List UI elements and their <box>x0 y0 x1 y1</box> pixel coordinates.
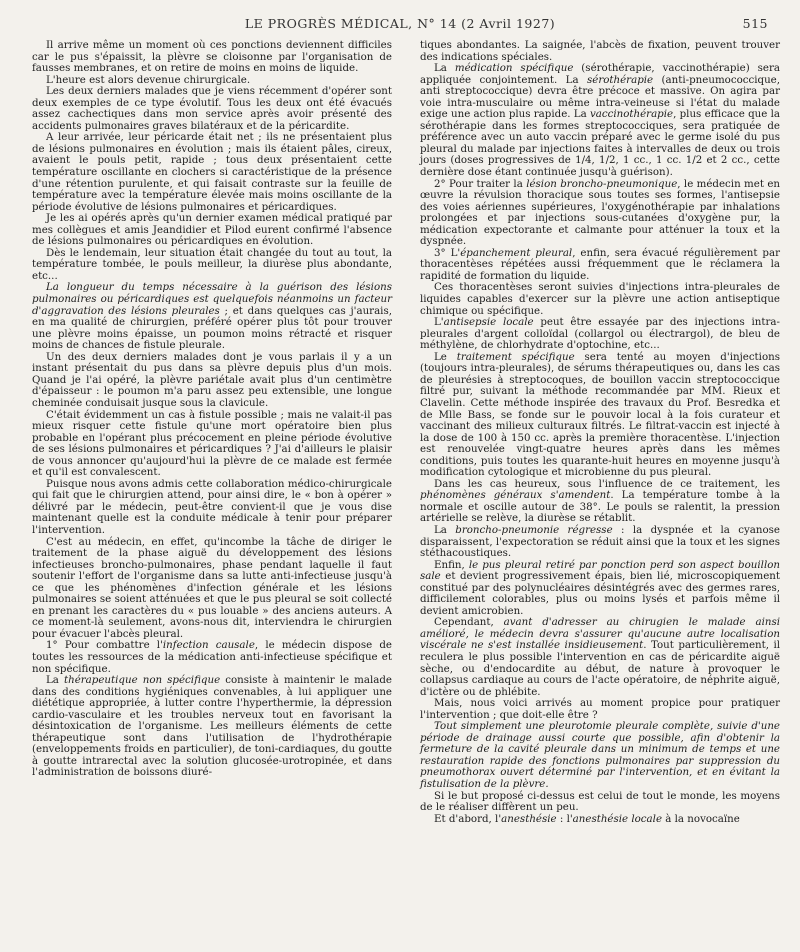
text-run: Enfin, <box>434 558 469 571</box>
italic-run: lésion broncho-pneumonique <box>526 177 678 190</box>
text-run: L' <box>434 316 444 329</box>
paragraph <box>32 410 392 479</box>
text-run: sera tenté au moyen d'injections (toujours intra-pleurales), de sérums thérapeutiques ou, dans les cas de pleurésies à streptocoques, de bouillon vaccin streptococcique filtré pur, suivant la méthode recommandée par MM. Rieux et Clavelin. Cette méthode inspirée des travaux du Prof. Besredka et de Mlle Bass, se fonde sur le pouvoir local à la fois curateur et vaccinant des milieux culturaux filtrés. Le filtrat-vaccin est injecté à la dose de 100 à 150 cc. après la première thoracentèse. L'injection est renouvelée vingt-quatre heures après dans les mêmes conditions, puis toutes les quarante-huit heures en moyenne jusqu'à modification cytologique et microbienne du pus pleural. <box>420 350 780 479</box>
paragraph <box>420 40 780 63</box>
paragraph <box>420 179 780 248</box>
text-run: Les deux derniers malades que je viens récemment d'opérer sont deux exemples de ce type évolutif. Tous les deux ont été évacués assez cachectiques dans mon service après avoir présenté des accidents pulmonaires graves bilatéraux et de la péricardite. <box>32 85 392 132</box>
text-run: 3° L' <box>434 246 461 259</box>
paragraph <box>32 40 392 75</box>
running-header <box>32 16 768 36</box>
text-run: (sérothérapie, vaccinothérapie) sera appliquée conjointement. La <box>420 62 780 86</box>
text-run: . Tout particulièrement, il reculera le plus possible l'intervention en cas de péricardite aiguë sèche, ou d'endocardite au début, de nature à provoquer le collapsus cardiaque au cours de l'acte opératoire, de néphrite aiguë, d'ictère ou de phlébite. <box>420 639 780 698</box>
paragraph <box>420 791 780 814</box>
text-run: Si le but proposé ci-dessus est celui de tout le monde, les moyens de le réaliser diffèrent un peu. <box>420 789 780 814</box>
text-run: C'est au médecin, en effet, qu'incombe la tâche de diriger le traitement de la phase aiguë du développement des lésions infectieuses broncho-pulmonaires, phase pendant laquelle il faut soutenir l'effort de l'organisme dans sa lutte anti-infectieuse jusqu'à ce que les phénomènes d'infection générale et les lésions pulmonaires se soient atténuées et que le pus pleural se soit collecté en prenant les caractères du « pus louable » des anciens auteurs. A ce moment-là seulement, avons-nous dit, interviendra le chirurgien pour évacuer l'abcès pleural. <box>32 535 392 640</box>
text-run: Mais, nous voici arrivés au moment propice pour pratiquer l'intervention ; que doit-elle être ? <box>420 697 780 721</box>
journal-title: LE PROGRÈS MÉDICAL, N° 14 (2 Avril 1927) <box>244 16 556 31</box>
text-run: , plus efficace que la sérothérapie dans les formes streptococciques, sera pratiquée de préférence avec un auto vaccin préparé avec le germe isolé du pus pleural du malade par injections faites à intervalles de deux ou trois jours (doses progressives de 1/4, 1/2, 1 cc., 1 cc. 1/2 et 2 cc., cette dernière dose étant continuée jusqu'à guérison). <box>420 108 780 179</box>
italic-run: infection causale <box>162 639 255 652</box>
text-run: , le médecin dispose de toutes les ressources de la médication anti-infectieuse spécifique et non spécifique. <box>32 639 392 675</box>
italic-run: épanchement pleural <box>460 246 573 259</box>
paragraph <box>32 213 392 248</box>
text-run: Dans les cas heureux, sous l'influence de ce traitement, les <box>434 477 780 490</box>
right-column <box>420 40 780 825</box>
page-number: 515 <box>742 16 768 31</box>
paragraph <box>420 317 780 352</box>
text-run: 1° Pour combattre l' <box>46 639 163 652</box>
paragraph <box>420 63 780 178</box>
paragraph <box>32 537 392 641</box>
paragraph <box>420 352 780 479</box>
text-run: (anti-pneumococcique, anti streptococcique) devra être précoce et massive. On agira par voie intra-musculaire ou même intra-veineuse si l'état du malade exige une action plus rapide. La <box>420 73 780 121</box>
text-run: consiste à maintenir le malade dans des conditions hygiéniques convenables, à lui appliquer une diététique appropriée, à lutter contre l'hyperthermie, la dépression cardio-vasculaire et les troubles nerveux tout en favorisant la désintoxication de l'organisme. Les meilleurs éléments de cette thérapeutique sont dans l'utilisation de l'hydrothérapie (enveloppements froids en particulier), de toni-cardiaques, du goutte à goutte intrarectal avec la solution glucosée-urotropinée, et dans l'administration de boissons diuré- <box>32 674 393 779</box>
text-run: L'heure est alors devenue chirurgicale. <box>46 73 251 86</box>
text-run: Cependant, <box>434 616 504 629</box>
paragraph <box>420 721 780 790</box>
text-run: , enfin, sera évacué régulièrement par thoracentèses répétées aussi fréquemment que le réclamera la rapidité de formation du liquide. <box>420 246 781 282</box>
text-run: et devient progressivement épais, bien lié, microscopiquement constitué par des polynucléaires désintégrés avec des germes rares, difficilement colorables, plus ou moins lysés et parfois même il devient amicrobien. <box>420 570 780 617</box>
italic-run: anesthésie <box>501 812 557 825</box>
text-run: , le médecin met en œuvre la révulsion thoracique sous toutes ses formes, l'antisepsie des voies aériennes supérieures, l'oxygénothérapie par inhalations prolongées et par injections sous-cutanées d'oxygène pur, la médication expectorante et calmante pour atténuer la toux et la dyspnée. <box>420 177 781 248</box>
italic-run: traitement spécifique <box>456 350 575 363</box>
text-run: Un des deux derniers malades dont je vous parlais il y a un instant présentait du pus dans sa plèvre depuis plus d'un mois. Quand je l'ai opéré, la plèvre pariétale avait plus d'un centimètre d'épaisseur : le poumon m'a paru assez peu extensible, une longue cheminée conduisait jusque sous la clavicule. <box>32 350 392 409</box>
paragraph <box>32 282 392 351</box>
text-run: Ces thoracentèses seront suivies d'injections intra-pleurales de liquides capables d'exercer sur la plèvre une action antiseptique chimique ou spécifique. <box>420 281 780 317</box>
paragraph <box>420 248 780 283</box>
text-run: C'était évidemment un cas à fistule possible ; mais ne valait-il pas mieux risquer cette fistule qu'une mort opératoire bien plus probable en l'opérant plus précocement en pleine période évolutive de ses lésions pulmonaires et péricardiques ? J'ai d'ailleurs le plaisir de vous annoncer qu'aujourd'hui la plèvre de ce malade est fermée et qu'il est convalescent. <box>32 408 392 479</box>
paragraph <box>420 479 780 525</box>
paragraph <box>32 86 392 132</box>
italic-run: La longueur du temps nécessaire à la guérison des lésions pulmonaires ou péricardiques est quelquefois néanmoins un facteur d'aggravation des lésions pleurales <box>32 281 392 317</box>
text-run: Puisque nous avons admis cette collaboration médico-chirurgicale qui fait que le chirurgien attend, pour ainsi dire, le « bon à opérer » délivré par le médecin, peut-être convient-il que je vous dise maintenant quelle est la conduite médicale à tenir pour préparer l'intervention. <box>32 477 392 536</box>
paragraph <box>420 698 780 721</box>
italic-run: le pus pleural retiré par ponction perd son aspect bouillon sale <box>420 558 780 583</box>
paragraph <box>420 814 780 826</box>
text-run: Je les ai opérés après qu'un dernier examen médical pratiqué par mes collègues et amis Jeandidier et Pilod eurent confirmé l'absence de lésions pulmonaires ou péricardiques en évolution. <box>32 212 392 248</box>
paragraph <box>420 560 780 618</box>
italic-run: Tout simplement une pleurotomie pleurale complète, suivie d'une période de drainage aussi courte que possible, afin d'obtenir la fermeture de la cavité pleurale dans un minimum de temps et une restauration rapide des fonctions pulmonaires par suppression du pneumothorax ouvert déterminé par l'intervention, et en évitant la fistulisation de la plèvre. <box>420 720 780 790</box>
paragraph <box>32 248 392 283</box>
paragraph <box>32 352 392 410</box>
text-run: . La température tombe à la normale et oscille autour de 38°. Le pouls se ralentit, la pression artérielle se relève, la diurèse se rétablit. <box>420 489 780 525</box>
text-run: peut être essayée par des injections intra-pleurales d'argent colloïdal (collargol ou électrargol), de bleu de méthylène, de chlorhydrate d'optochine, etc... <box>420 316 780 352</box>
text-run: La <box>434 62 455 75</box>
italic-run: anesthésie locale <box>572 812 663 825</box>
italic-run: médication spécifique <box>454 62 574 75</box>
left-column <box>32 40 392 779</box>
text-run: Il arrive même un moment où ces ponctions deviennent difficiles car le pus s'épaissit, la plèvre se cloisonne par l'organisation de fausses membranes, et on retire de moins en moins de liquide. <box>32 39 392 75</box>
text-run: tiques abondantes. La saignée, l'abcès de fixation, peuvent trouver des indications spéciales. <box>420 39 780 63</box>
italic-run: antisepsie locale <box>443 316 534 329</box>
text-run: Dès le lendemain, leur situation était changée du tout au tout, la température tombée, le pouls meilleur, la diurèse plus abondante, etc... <box>32 246 392 282</box>
italic-run: thérapeutique non spécifique <box>64 674 221 687</box>
italic-run: vaccinothérapie <box>589 108 674 121</box>
paragraph <box>32 132 392 213</box>
text-run: La <box>434 523 456 536</box>
paragraph <box>420 617 780 698</box>
paragraph <box>32 640 392 675</box>
italic-run: phénomènes généraux s'amendent <box>420 489 611 502</box>
text-run: Le <box>434 350 457 363</box>
paragraph <box>32 675 392 779</box>
paragraph <box>420 282 780 317</box>
text-run: Et d'abord, l' <box>434 812 502 825</box>
italic-run: sérothérapie <box>587 73 654 86</box>
text-run: : la dyspnée et la cyanose disparaissent, l'expectoration se réduit ainsi que la toux et les signes stéthacoustiques. <box>420 523 780 560</box>
italic-run: avant d'adresser au chirugien le malade ainsi amélioré, le médecin devra s'assurer qu'aucune autre localisation viscérale ne s'est installée insidieusement <box>420 616 780 652</box>
text-run: : l' <box>556 812 573 825</box>
text-run: A leur arrivée, leur péricarde était net ; ils ne présentaient plus de lésions pulmonaires en évolution ; mais ils étaient pâles, cireux, avaient le pouls petit, rapide ; tous deux présentaient cette température oscillante en clochers si caractéristique de la présence d'une rétention purulente, et qui faisait contraste sur la feuille de température avec la température élevée mais moins oscillante de la période évolutive de lésions pulmonaires et péricardiques. <box>32 131 392 213</box>
italic-run: broncho-pneumonie régresse <box>455 523 613 536</box>
text-run: à la novocaïne <box>662 812 740 825</box>
text-run: La <box>46 674 64 687</box>
text-run: ; et dans quelques cas j'aurais, en ma qualité de chirurgien, préféré opérer plus tôt pour trouver une plèvre moins épaisse, un poumon moins rétracté et risquer moins de chances de fistule pleurale. <box>32 304 392 352</box>
paragraph <box>32 479 392 537</box>
text-run: 2° Pour traiter la <box>434 177 527 190</box>
paragraph <box>420 525 780 560</box>
